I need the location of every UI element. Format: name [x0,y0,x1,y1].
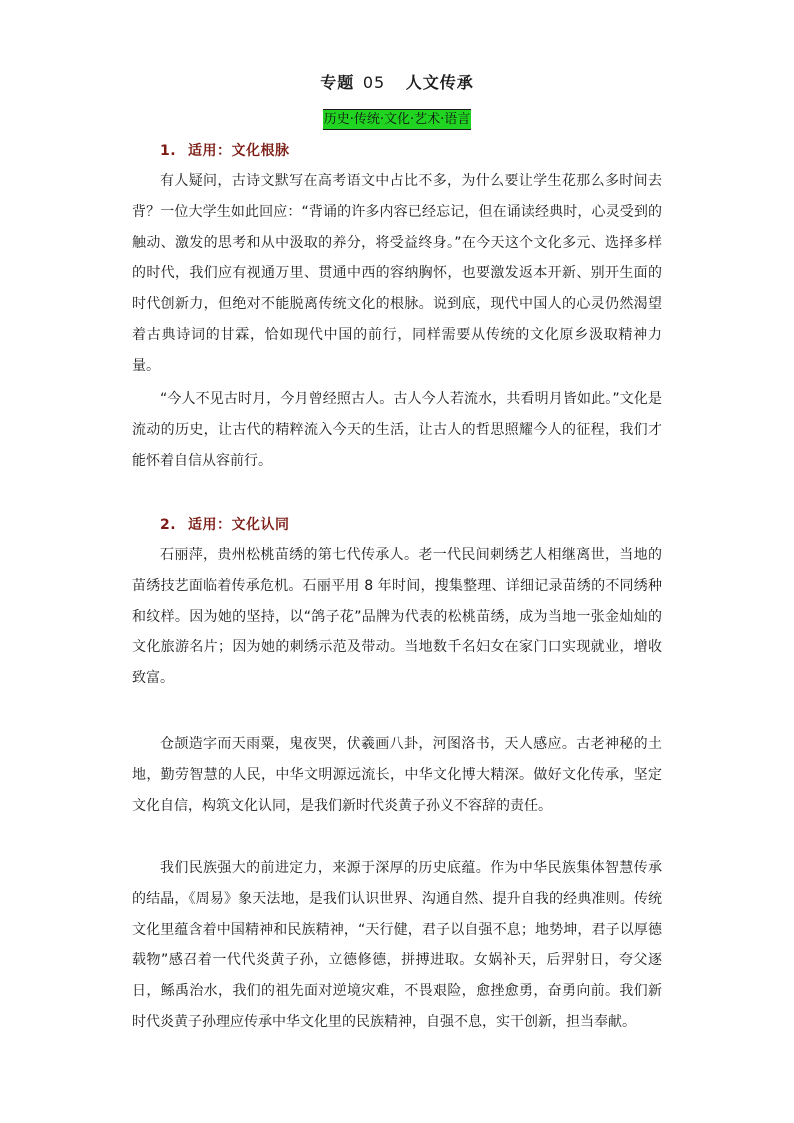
paragraph-2: “今人不见古时月，今月曾经照古人。古人今人若流水，共看明月皆如此。”文化是流动的历史，让古代的精粹流入今天的生活，让古人的哲思照耀今人的征程，我们才能怀着自信从容前行。 [132,391,662,469]
paragraph-1: 有人疑问，古诗文默写在高考语文中占比不多，为什么要让学生花那么多时间去背？一位大学生如此回应：“背诵的许多内容已经忘记，但在诵读经典时，心灵受到的触动、激发的思考和从中汲取的养分，将受益终身。”在今天这个文化多元、选择多样的时代，我们应有视通万里、贯通中西的容纳胸怀，也要激发返本开新、别开生面的时代创新力，但绝对不能脱离传统文化的根脉。说到底，现代中国人的心灵仍然渴望着古典诗词的甘霖，恰如现代中国的前行，同样需要从传统的文化原乡汲取精神力量。 [132,173,662,374]
page-title [0,70,794,93]
tagline-banner [0,108,794,130]
section-heading-2 [160,514,290,534]
section-heading-1 [160,140,290,160]
tagline-text: 历史·传统·文化·艺术·语言 [323,109,472,130]
title-main: 专题 [320,73,355,92]
paragraph-4: 仓颉造字而天雨粟，鬼夜哭，伏羲画八卦，河图洛书，天人感应。古老神秘的土地，勤劳智慧的人民，中华文明源远流长，中华文化博大精深。做好文化传承，坚定文化自信，构筑文化认同，是我们新时代炎黄子孙义不容辞的责任。 [132,736,662,814]
section-title: 适用：文化根脉 [188,143,290,159]
title-number: 05 [362,73,386,92]
title-topic: 人文传承 [405,73,474,92]
section-title: 适用：文化认同 [188,517,290,533]
section-index: 1. [160,143,177,159]
paragraph-3: 石丽萍，贵州松桃苗绣的第七代传承人。老一代民间刺绣艺人相继离世，当地的苗绣技艺面临着传承危机。石丽平用 8 年时间，搜集整理、详细记录苗绣的不同绣种和纹样。因为她的坚持，以“鸽子花”品牌为代表的松桃苗绣，成为当地一张金灿灿的文化旅游名片；因为她的刺绣示范及带动。当地数千名妇女在家门口实现就业，增收致富。 [132,547,662,687]
section-index: 2. [160,517,177,533]
paragraph-5: 我们民族强大的前进定力，来源于深厚的历史底蕴。作为中华民族集体智慧传承的结晶，《周易》象天法地，是我们认识世界、沟通自然、提升自我的经典准则。传统文化里蕴含着中国精神和民族精神，“天行健，君子以自强不息；地势坤，君子以厚德载物”感召着一代代炎黄子孙，立德修德，拼搏进取。女娲补天，后羿射日，夸父逐日，鲧禹治水，我们的祖先面对逆境灾难，不畏艰险，愈挫愈勇，奋勇向前。我们新时代炎黄子孙理应传承中华文化里的民族精神，自强不息，实干创新，担当奉献。 [132,860,662,1030]
